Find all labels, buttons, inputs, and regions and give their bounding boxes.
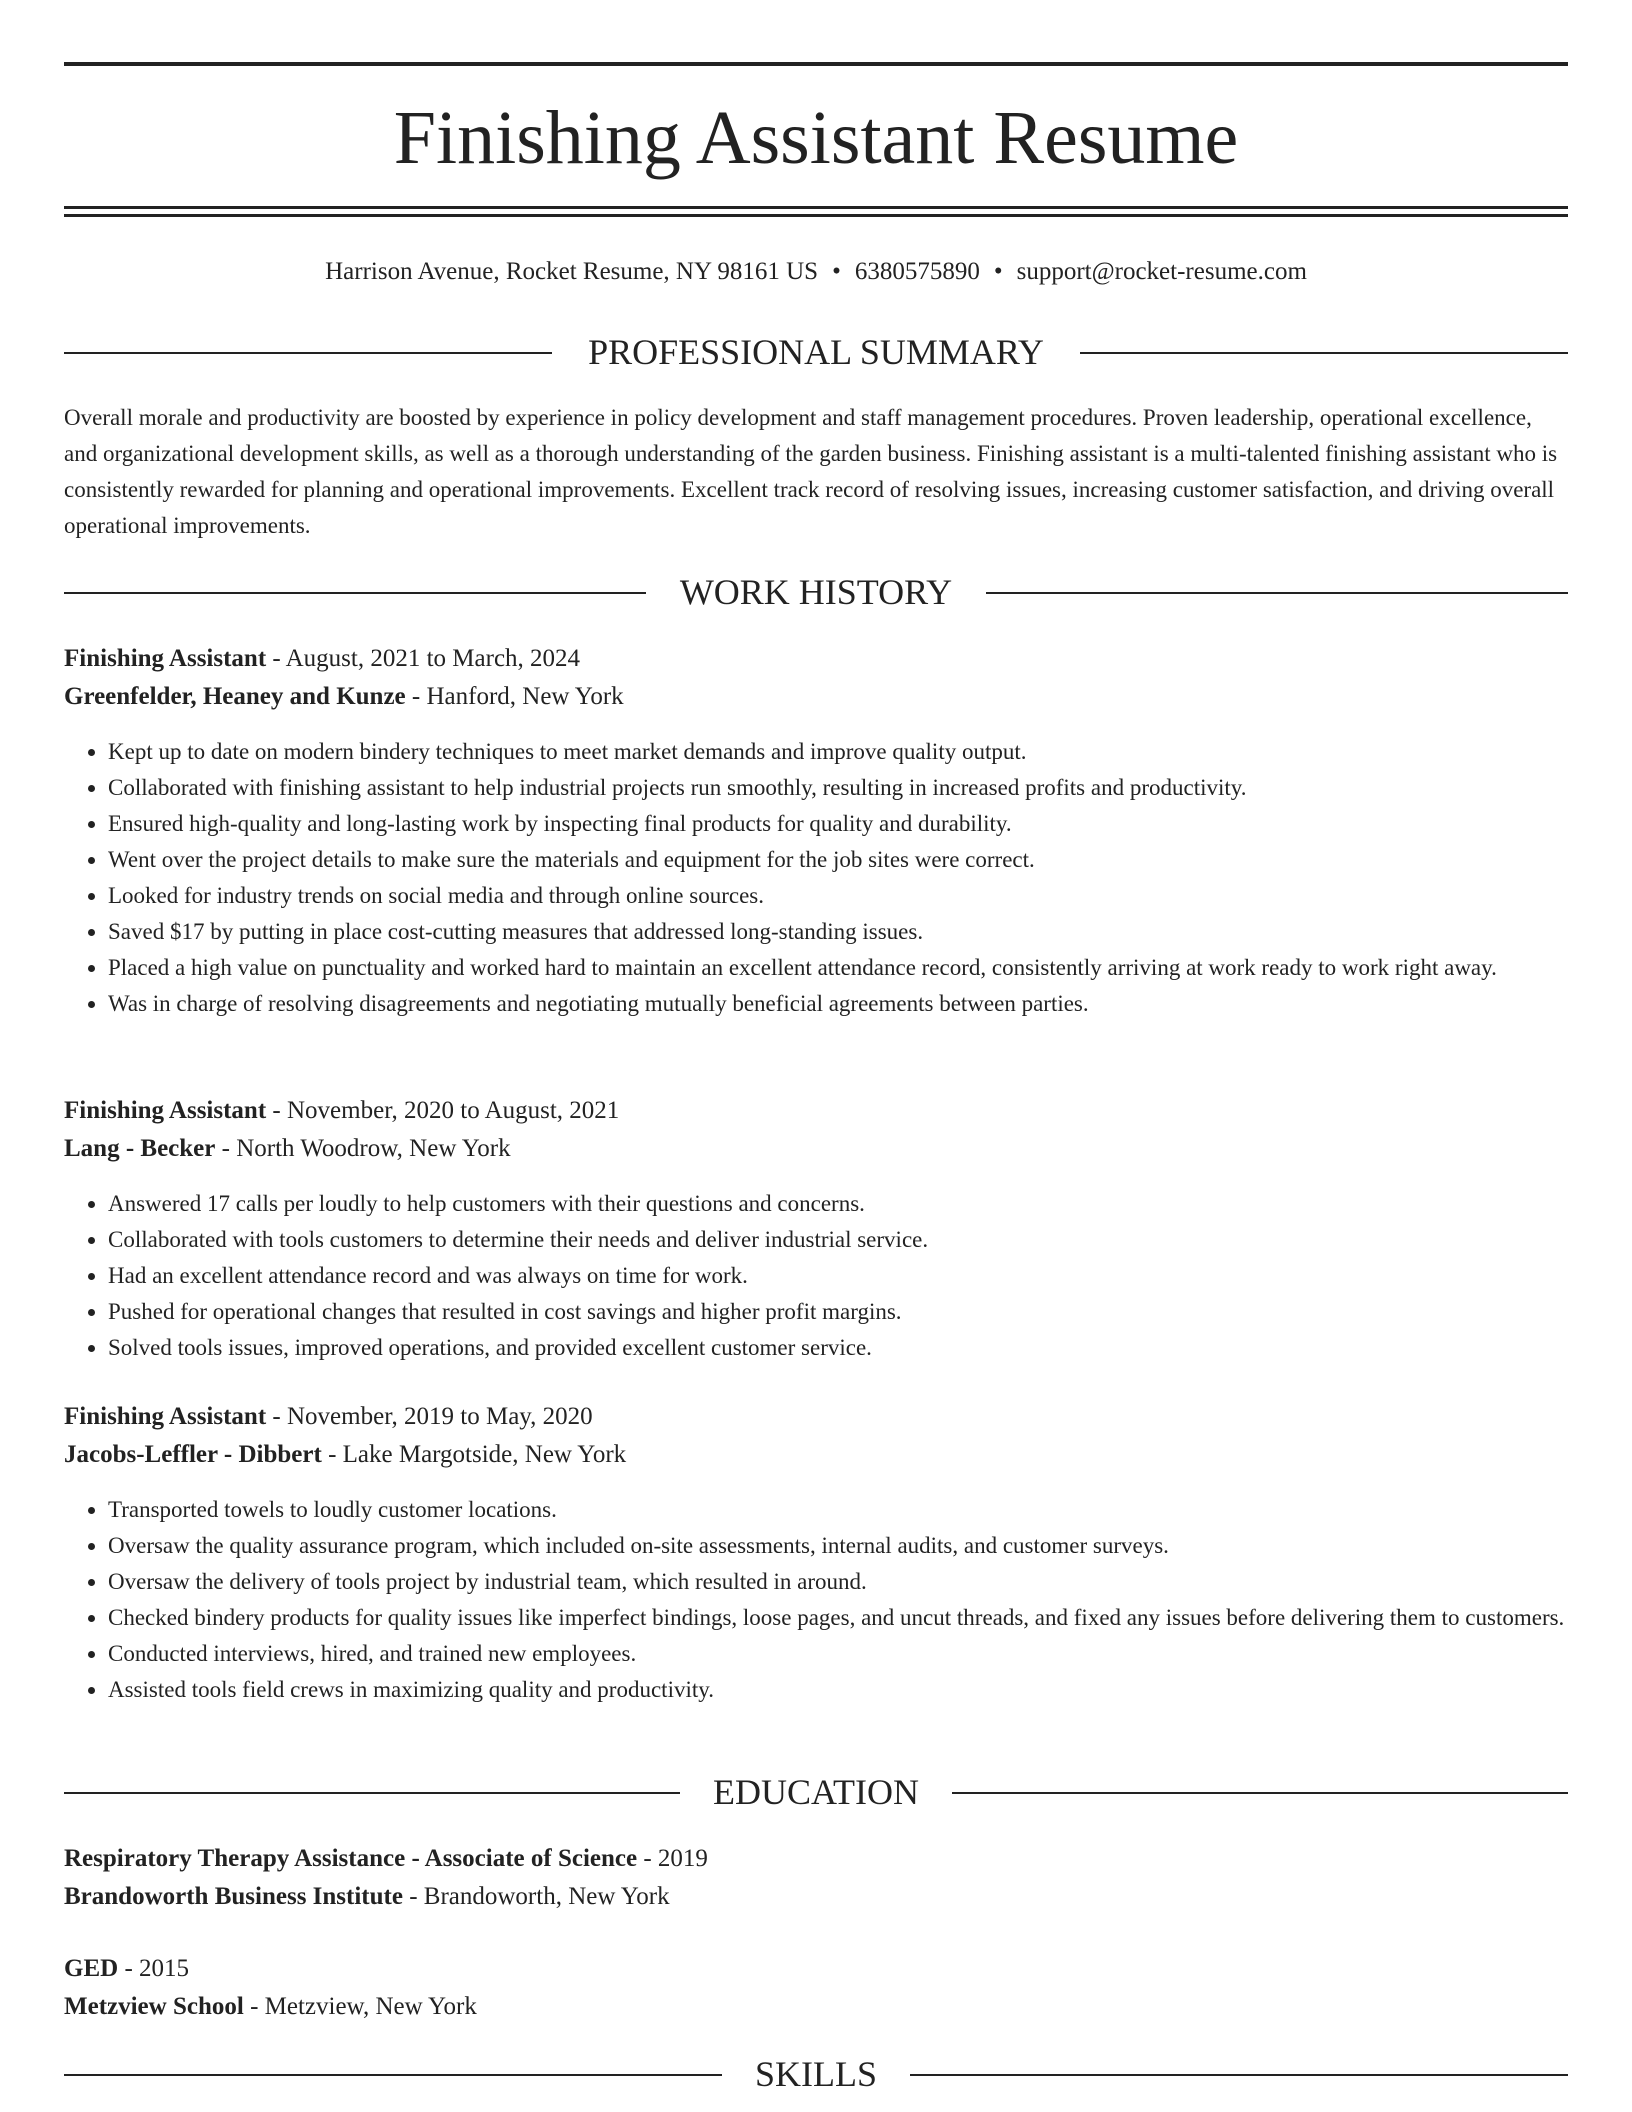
title-rule-upper [64,206,1568,209]
job-entry [64,1398,1568,1474]
list-item: • Transported towels to loudly customer locations. [108,1492,1568,1528]
list-item: • Conducted interviews, hired, and trained new employees. [108,1636,1568,1672]
job-company: Jacobs-Leffler - Dibbert [64,1441,322,1468]
list-item: • Was in charge of resolving disagreements and negotiating mutually beneficial agreements between parties. [108,986,1568,1022]
section-header-skills [64,2054,1568,2094]
job-dates: - August, 2021 to March, 2024 [266,645,581,672]
contact-separator: • [832,258,841,285]
job-entry [64,640,1568,716]
job-location: - Lake Margotside, New York [321,1441,627,1468]
list-item: • Assisted tools field crews in maximizing quality and productivity. [108,1672,1568,1708]
education-entry [64,1950,1568,2026]
summary-text: Overall morale and productivity are boosted by experience in policy development and staff management procedures. Proven leadership, operational excellence, and organizational development skills, as well as a thorough understanding of the garden business. Finishing assistant is a multi-talented finishing assistant who is consistently rewarded for planning and operational improvements. Excellent track record of resolving issues, increasing customer satisfaction, and driving overall operational improvements. [64,405,1558,538]
job-title: Finishing Assistant [64,645,267,672]
education-year: - 2019 [637,1845,708,1872]
job-location: - Hanford, New York [405,683,624,710]
list-item: • Placed a high value on punctuality and worked hard to maintain an excellent attendance record, consistently arriving at work ready to work right away. [108,950,1568,986]
list-item: • Looked for industry trends on social media and through online sources. [108,878,1568,914]
job-location: - North Woodrow, New York [215,1135,511,1162]
job-dates: - November, 2020 to August, 2021 [266,1097,620,1124]
list-item: • Oversaw the delivery of tools project by industrial team, which resulted in around. [108,1564,1568,1600]
education-school: Brandoworth Business Institute [64,1883,403,1910]
job-entry [64,1092,1568,1168]
section-title: PROFESSIONAL SUMMARY [556,332,1076,372]
education-location: - Brandoworth, New York [402,1883,670,1910]
list-item: • Answered 17 calls per loudly to help customers with their questions and concerns. [108,1186,1568,1222]
job-bullets [64,734,1568,1022]
job-bullets [64,1492,1568,1708]
contact-address: Harrison Avenue, Rocket Resume, NY 98161 US [325,258,819,285]
contact-line [64,254,1568,290]
contact-separator: • [993,258,1003,285]
list-item: • Saved $17 by putting in place cost-cutting measures that addressed long-standing issues. [108,914,1568,950]
title-rule-lower [64,214,1568,217]
education-entry [64,1840,1568,1916]
list-item: • Checked bindery products for quality issues like imperfect bindings, loose pages, and uncut threads, and fixed any issues before delivering them to customers. [108,1600,1568,1636]
list-item: • Had an excellent attendance record and was always on time for work. [108,1258,1568,1294]
list-item: • Oversaw the quality assurance program, which included on-site assessments, internal audits, and customer surveys. [108,1528,1568,1564]
contact-email[interactable]: support@rocket-resume.com [1016,258,1307,285]
job-bullets [64,1186,1568,1366]
list-item: • Ensured high-quality and long-lasting work by inspecting final products for quality and durability. [108,806,1568,842]
job-company: Lang - Becker [64,1135,216,1162]
list-item: • Kept up to date on modern bindery techniques to meet market demands and improve quality output. [108,734,1568,770]
section-header-work [64,572,1568,612]
job-dates: - November, 2019 to May, 2020 [266,1403,593,1430]
list-item: • Collaborated with finishing assistant to help industrial projects run smoothly, resulting in increased profits and productivity. [108,770,1568,806]
job-title: Finishing Assistant [64,1403,267,1430]
section-header-summary [64,332,1568,372]
job-title: Finishing Assistant [64,1097,267,1124]
section-title: WORK HISTORY [648,572,984,612]
education-location: - Metzview, New York [243,1993,477,2020]
education-year: - 2015 [118,1955,190,1982]
job-company: Greenfelder, Heaney and Kunze [64,683,406,710]
education-school: Metzview School [64,1993,244,2020]
top-rule [64,62,1568,66]
page-title: Finishing Assistant Resume [393,96,1239,180]
section-title: EDUCATION [681,1772,951,1812]
education-degree: GED [64,1955,119,1982]
list-item: • Solved tools issues, improved operations, and provided excellent customer service. [108,1330,1568,1366]
section-title: SKILLS [723,2054,909,2094]
education-degree: Respiratory Therapy Assistance - Associate of Science [64,1845,638,1872]
list-item: • Went over the project details to make sure the materials and equipment for the job sites were correct. [108,842,1568,878]
list-item: • Collaborated with tools customers to determine their needs and deliver industrial service. [108,1222,1568,1258]
contact-phone: 6380575890 [854,258,980,285]
section-header-education [64,1772,1568,1812]
list-item: • Pushed for operational changes that resulted in cost savings and higher profit margins. [108,1294,1568,1330]
